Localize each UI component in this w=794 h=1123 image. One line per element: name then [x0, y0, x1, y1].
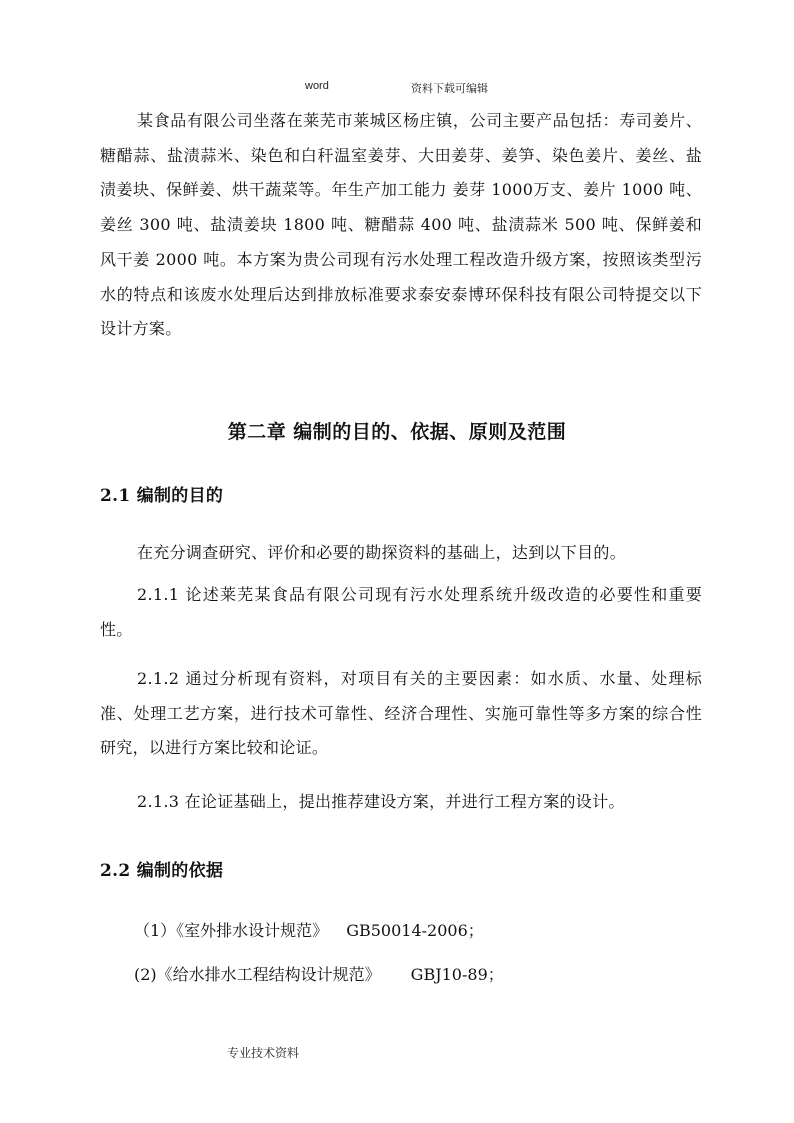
section-2-1-title: 2.1 编制的目的 — [100, 486, 224, 506]
section-2-1-lead: 在充分调查研究、评价和必要的勘探资料的基础上，达到以下目的。 — [137, 543, 627, 562]
item-2-1-2: 2.1.2 通过分析现有资料，对项目有关的主要因素：如水质、水量、处理标准、处理工艺方案，进行技术可靠性、经济合理性、实施可靠性等多方案的综合性研究，以进行方案比较和论证。 — [100, 669, 702, 758]
page-header-left: word — [305, 80, 329, 92]
reference-code: GBJ10-89； — [410, 965, 504, 984]
reference-item — [134, 918, 484, 941]
reference-item — [134, 962, 504, 985]
item-2-1-3: 2.1.3 在论证基础上，提出推荐建设方案，并进行工程方案的设计。 — [137, 792, 625, 811]
chapter-title: 第二章 编制的目的、依据、原则及范围 — [227, 421, 567, 443]
item-2-1-1: 2.1.1 论述莱芜某食品有限公司现有污水处理系统升级改造的必要性和重要性。 — [100, 585, 702, 639]
reference-label: （1）《室外排水设计规范》 — [134, 921, 329, 940]
page-footer: 专业技术资料 — [227, 1046, 300, 1060]
section-2-2-title: 2.2 编制的依据 — [100, 861, 224, 881]
intro-paragraph: 某食品有限公司坐落在莱芜市莱城区杨庄镇，公司主要产品包括：寿司姜片、糖醋蒜、盐渍蒜米、染色和白秆温室姜芽、大田姜芽、姜笋、染色姜片、姜丝、盐渍姜块、保鲜姜、烘干蔬菜等。年生产加工能力 姜芽 1000万支、姜片 1000 吨、姜丝 300 吨、盐渍姜块 1800 吨、糖醋蒜 400 吨、盐渍蒜米 500 吨、保鲜姜和风干姜 2000 吨。本方案为贵公司现有污水处理工程改造升级方案，按照该类型污水的特点和该废水处理后达到排放标准要求泰安泰博环保科技有限公司特提交以下设计方案。 — [100, 111, 702, 339]
page-header-right: 资料下载可编辑 — [411, 83, 488, 95]
reference-label: (2)《给水排水工程结构设计规范》 — [134, 965, 381, 984]
reference-code: GB50014-2006； — [346, 921, 484, 940]
